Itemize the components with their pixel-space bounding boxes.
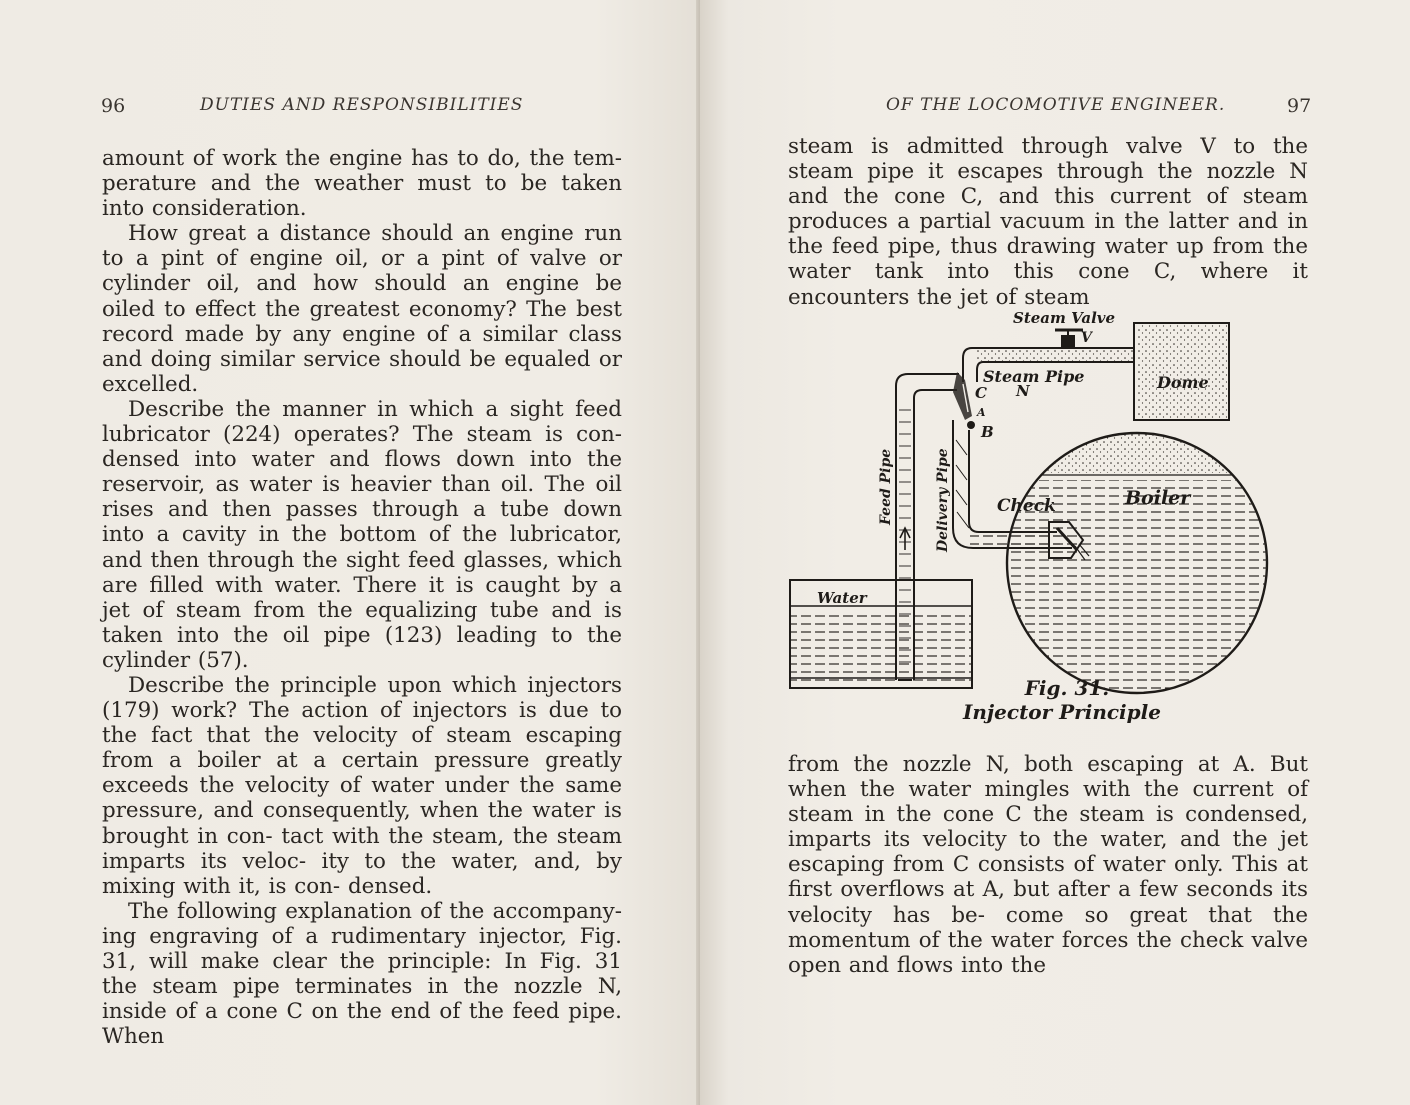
right-body-text-bottom [788, 752, 1308, 978]
left-page [0, 0, 700, 1105]
point-a-label: A [977, 406, 986, 419]
left-page-number: 96 [101, 95, 126, 117]
left-paragraph-1: amount of work the engine has to do, the tem- perature and the weather must to be taken into consideration. [102, 146, 622, 222]
injector-figure [787, 300, 1312, 730]
left-paragraph-3: Describe the manner in which a sight feed lubricator (224) operates? The steam is con- densed into water and flows down into the reservoir, as water is heavier than oil. The oil rises and then passes through a tube down into a cavity in the bottom of the lubricator, and then through the sight feed glasses, which are filled with water. There it is caught by a jet of steam from the equalizing tube and is taken into the oil pipe (123) leading to the cylinder (57). [102, 396, 623, 673]
nozzle-n-label: N [1016, 382, 1030, 400]
right-paragraph-2: from the nozzle N, both escaping at A. But when the water mingles with the current of steam in the cone C the steam is condensed, imparts its velocity to the water, and the jet escaping from C consists of water only. This at first overflows at A, but after a few seconds its velocity has be- come so great that the momentum of the water forces the check valve open and flows into the [788, 752, 1308, 978]
right-body-text-top [788, 134, 1308, 310]
boiler-label: Boiler [1125, 487, 1191, 509]
valve-v-label: V [1081, 330, 1092, 346]
right-running-head: OF THE LOCOMOTIVE ENGINEER. [886, 95, 1226, 115]
feed-pipe-label: Feed Pipe [878, 448, 894, 525]
dome-label: Dome [1157, 373, 1209, 392]
delivery-pipe-label: Delivery Pipe [935, 448, 951, 552]
dome [1134, 323, 1229, 420]
point-b-label: B [981, 423, 994, 441]
injector-diagram [787, 300, 1312, 730]
steam-valve-label: Steam Valve [1013, 309, 1116, 327]
water-label: Water [817, 589, 867, 607]
boiler [1005, 433, 1269, 695]
steam-pipe-label: Steam Pipe [983, 367, 1085, 386]
left-running-head: DUTIES AND RESPONSIBILITIES [200, 95, 524, 115]
check-label: Check [997, 496, 1056, 516]
figure-number: Fig. 31. [1024, 676, 1110, 700]
left-paragraph-2: How great a distance should an engine run to a pint of engine oil, or a pint of valve or cylinder oil, and how should an engine be oiled to effect the greatest economy? The best record made by any engine of a similar class and doing similar service should be equaled or excelled. [102, 221, 623, 397]
right-page-number: 97 [1287, 95, 1312, 117]
cone-c-label: C [975, 384, 987, 402]
left-paragraph-4: Describe the principle upon which injectors (179) work? The action of injectors is due to the fact that the velocity of steam escaping from a boiler at a certain pressure greatly exceeds the velocity of water under the same pressure, and consequently, when the water is brought in con- tact with the steam, the steam imparts its veloc- ity to the water, and, by mixing with it, is con- densed. [102, 672, 622, 899]
figure-caption: Injector Principle [963, 700, 1161, 724]
steam-valve [1055, 330, 1083, 349]
injector-cone [953, 372, 975, 429]
left-body-text [102, 146, 622, 1049]
left-paragraph-5: The following explanation of the accompany- ing engraving of a rudimentary injector, Fig. 31, will make clear the principle: In Fig. 31 the steam pipe terminates in the nozzle N, inside of a cone C on the end of the feed pipe. When [102, 898, 622, 1050]
right-paragraph-1: steam is admitted through valve V to the steam pipe it escapes through the nozzle N and the cone C, and this current of steam produces a partial vacuum in the latter and in the feed pipe, thus drawing water up from the water tank into this cone C, where it encounters the jet of steam [788, 134, 1308, 310]
